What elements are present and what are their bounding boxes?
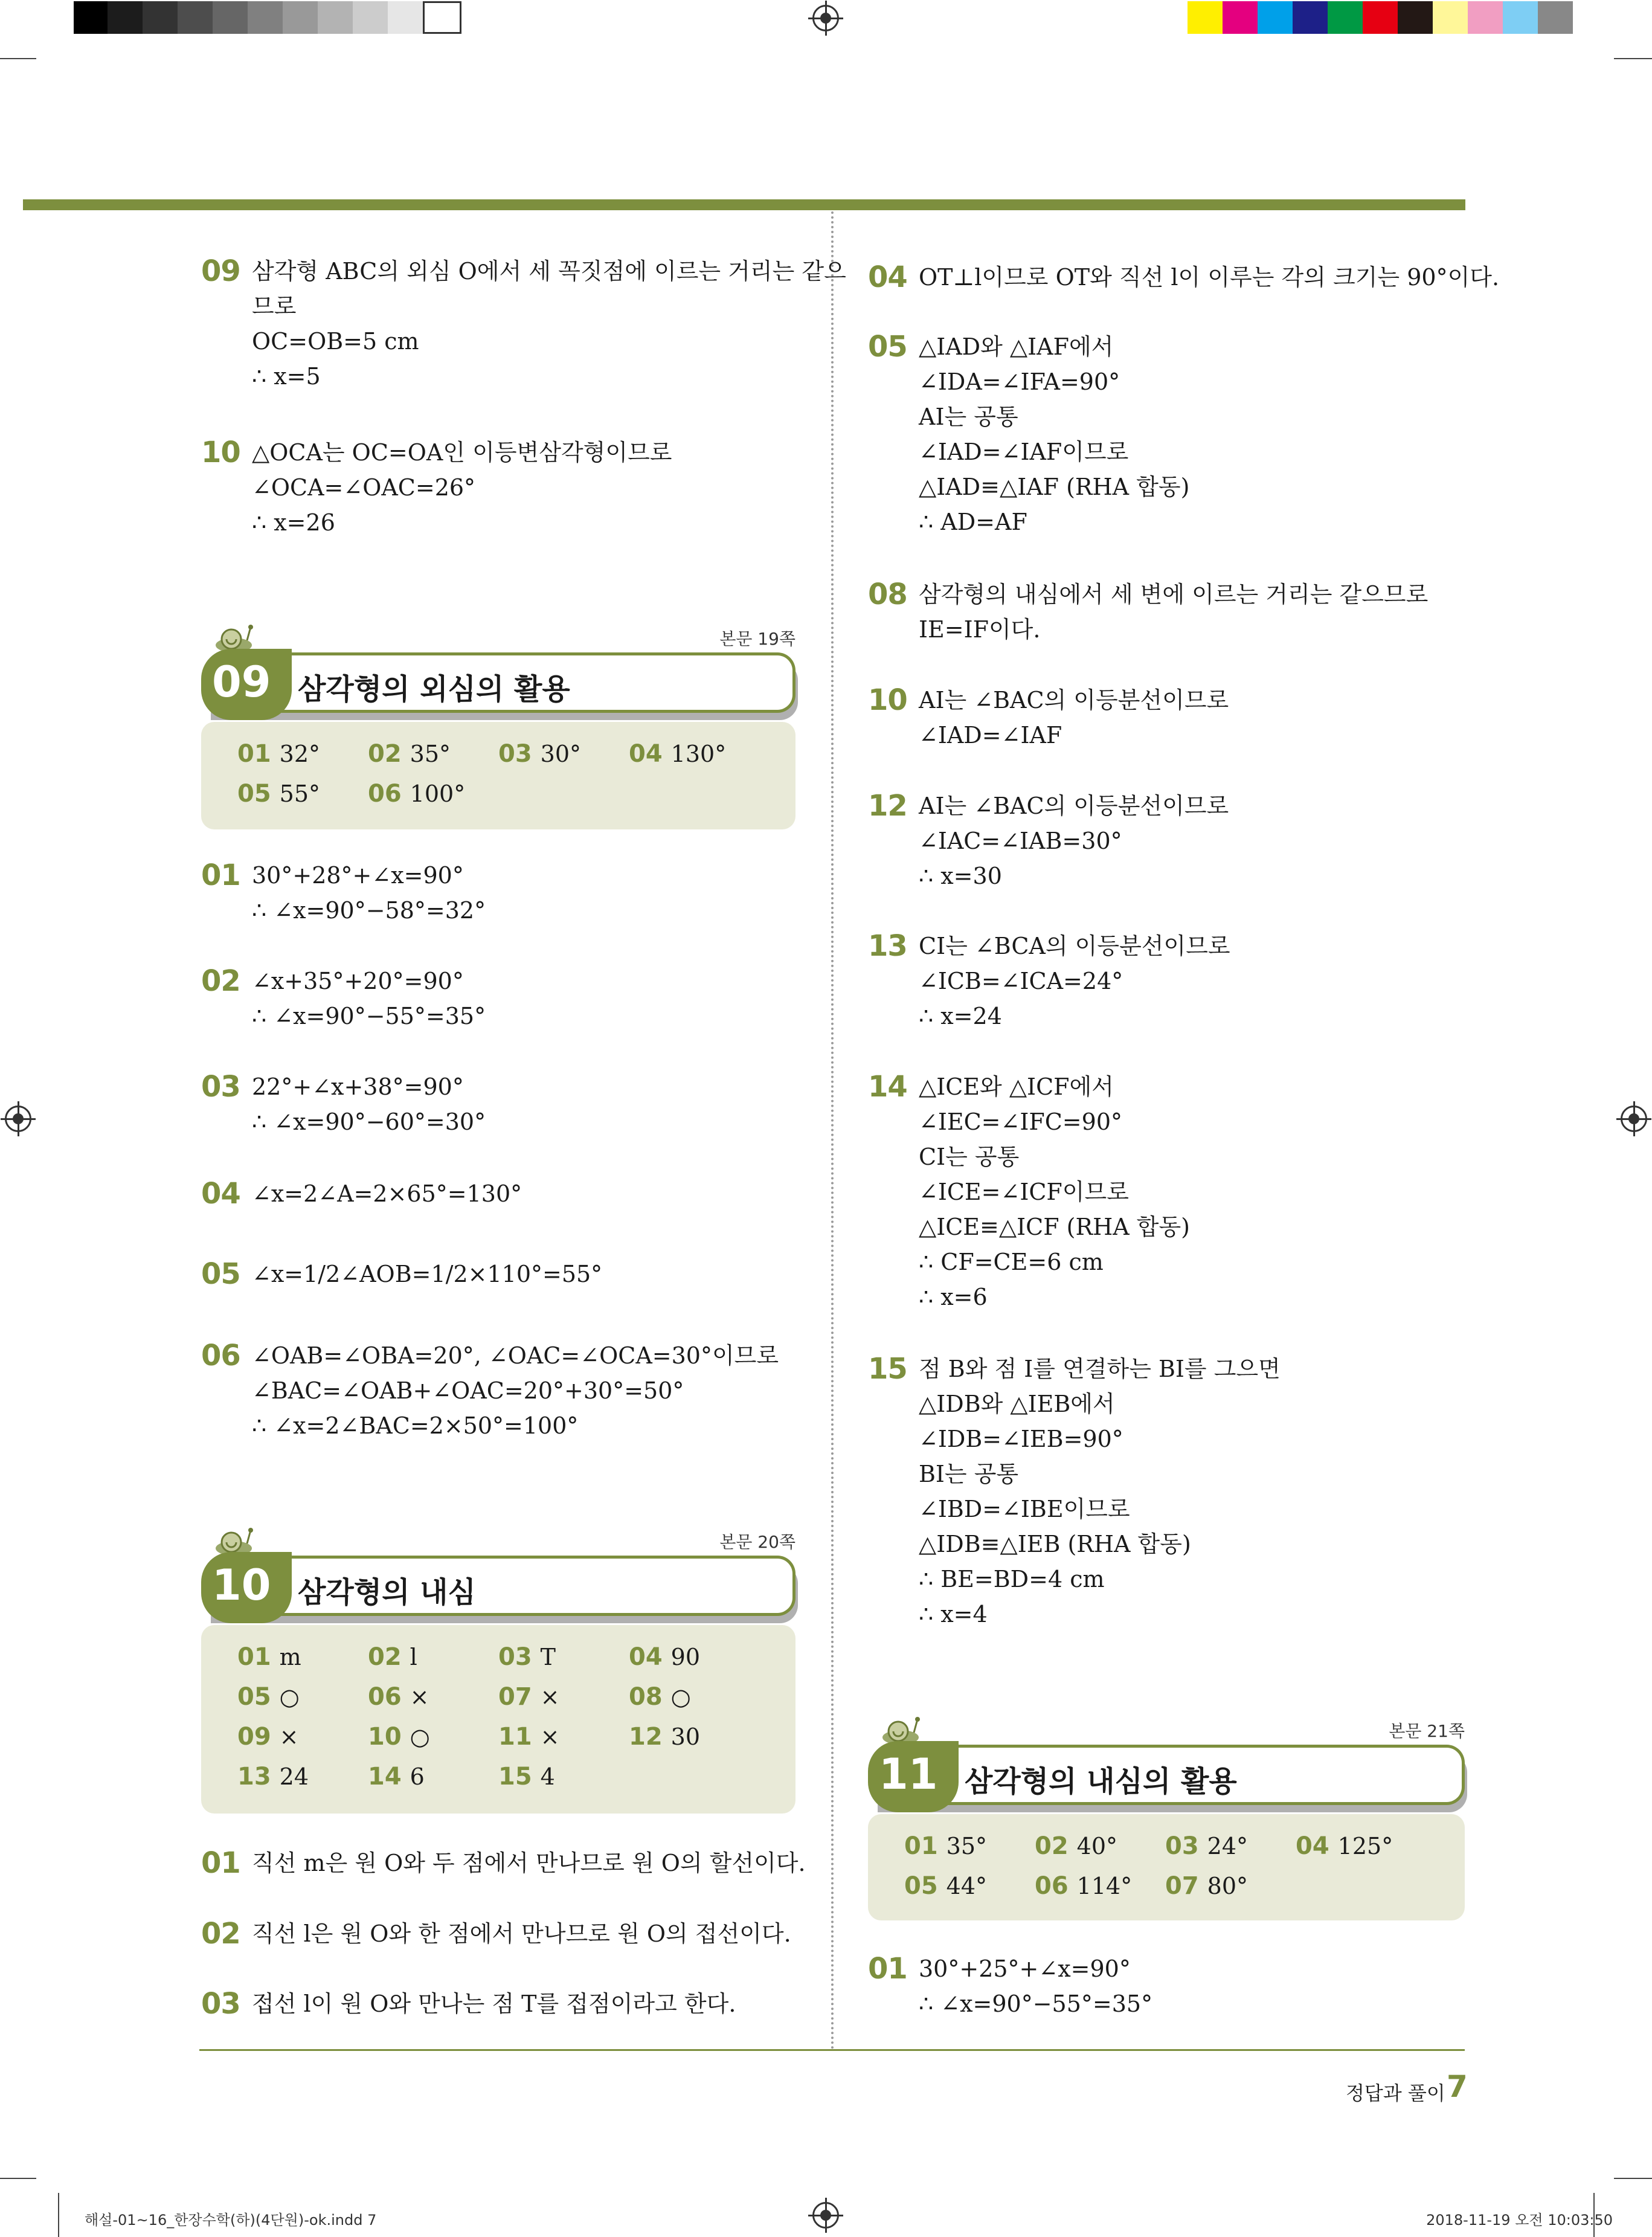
solution-line: ∴ CF=CE=6 cm: [919, 1249, 1104, 1275]
answer-value: 35°: [946, 1833, 988, 1859]
header-rule: [23, 199, 1465, 210]
page-reference: 본문 21쪽: [1389, 1721, 1465, 1741]
answer-number: 01: [237, 1643, 271, 1671]
registration-mark-left: [5, 1106, 31, 1132]
solution-line: △ICE≡△ICF (RHA 합동): [919, 1214, 1190, 1240]
crop-mark: [1614, 2178, 1652, 2179]
solution-line: △IAD≡△IAF (RHA 합동): [919, 474, 1190, 500]
solution-line: ∠IDB=∠IEB=90°: [919, 1426, 1123, 1452]
answer-item: [629, 1683, 691, 1711]
answer-item: [368, 1723, 430, 1751]
solution-line: △IDB≡△IEB (RHA 합동): [919, 1531, 1191, 1557]
solution-line: ∴ x=24: [919, 1003, 1002, 1029]
section-header-11: [868, 1720, 1465, 1811]
solution-line: IE=IF이다.: [919, 616, 1041, 643]
answer-value: 30°: [540, 741, 582, 767]
solution-line: ∠IAD=∠IAF이므로: [919, 439, 1129, 465]
solution-line: ∠ICE=∠ICF이므로: [919, 1179, 1129, 1205]
answer-value: T: [540, 1644, 556, 1670]
solution-line: 직선 l은 원 O와 한 점에서 만나므로 원 O의 접선이다.: [252, 1920, 791, 1947]
solution-line: ∠IAC=∠IAB=30°: [919, 828, 1122, 854]
answer-item: [498, 1643, 556, 1671]
registration-mark-right: [1621, 1106, 1647, 1132]
answer-value: 35°: [410, 741, 451, 767]
solution-line: ∠x=2∠A=2×65°=130°: [252, 1180, 522, 1207]
answer-value: ○: [279, 1684, 300, 1710]
solution-line: ∠OAB=∠OBA=20°, ∠OAC=∠OCA=30°이므로: [252, 1342, 779, 1369]
answer-number: 04: [629, 1643, 663, 1671]
problem-number: 04: [868, 260, 907, 294]
solution-line: 접선 l이 원 O와 만나는 점 T를 접점이라고 한다.: [252, 1991, 736, 2017]
file-name: 해설-01~16_한장수학(하)(4단원)-ok.indd 7: [85, 2212, 377, 2229]
solution-line: 므로: [252, 293, 297, 320]
answer-number: 05: [237, 1683, 271, 1711]
answer-item: [904, 1872, 987, 1900]
answer-item: [1296, 1832, 1393, 1860]
section-title: 삼각형의 내심의 활용: [965, 1765, 1237, 1798]
solution-line: △OCA는 OC=OA인 이등변삼각형이므로: [252, 439, 672, 466]
answer-item: [237, 740, 320, 768]
solution-line: ∠IBD=∠IBE이므로: [919, 1496, 1130, 1522]
answer-item: [368, 1683, 429, 1711]
solution-line: ∠IDA=∠IFA=90°: [919, 369, 1120, 395]
solution-line: ∴ x=5: [252, 363, 321, 390]
solution-line: AI는 ∠BAC의 이등분선이므로: [919, 687, 1229, 713]
answer-number: 03: [1165, 1832, 1199, 1860]
answer-box-11: [868, 1814, 1465, 1920]
solution-line: ∴ BE=BD=4 cm: [919, 1566, 1105, 1592]
answer-number: 06: [368, 780, 402, 808]
section-number: 11: [879, 1749, 938, 1799]
solution-line: CI는 공통: [919, 1144, 1020, 1170]
solution-line: 삼각형의 내심에서 세 변에 이르는 거리는 같으므로: [919, 581, 1429, 608]
solution-line: ∠x+35°+20°=90°: [252, 968, 464, 994]
problem-number: 04: [201, 1177, 240, 1211]
answer-value: 125°: [1337, 1833, 1393, 1859]
answer-number: 09: [237, 1723, 271, 1751]
answer-number: 05: [904, 1872, 938, 1900]
answer-item: [498, 1763, 555, 1791]
answer-item: [368, 780, 465, 808]
solution-line: CI는 ∠BCA의 이등분선이므로: [919, 933, 1230, 959]
answer-value: ×: [540, 1684, 560, 1710]
footer-rule: [199, 2049, 1465, 2051]
crop-mark: [0, 2178, 36, 2179]
answer-value: l: [410, 1644, 417, 1670]
answer-value: ○: [670, 1684, 691, 1710]
answer-number: 14: [368, 1763, 402, 1791]
answer-number: 02: [1035, 1832, 1069, 1860]
answer-number: 07: [498, 1683, 532, 1711]
answer-item: [904, 1832, 987, 1860]
problem-number: 06: [201, 1339, 240, 1373]
solution-line: AI는 ∠BAC의 이등분선이므로: [919, 793, 1229, 819]
answer-number: 10: [368, 1723, 402, 1751]
answer-number: 04: [629, 740, 663, 768]
problem-number: 10: [868, 683, 907, 717]
answer-value: ×: [410, 1684, 429, 1710]
solution-line: OC=OB=5 cm: [252, 328, 419, 355]
answer-item: [368, 1763, 425, 1791]
solution-line: 점 B와 점 I를 연결하는 BI를 그으면: [919, 1356, 1281, 1382]
problem-number: 01: [868, 1952, 907, 1986]
section-title: 삼각형의 내심: [298, 1576, 476, 1609]
solution-line: OT⊥l이므로 OT와 직선 l이 이루는 각의 크기는 90°이다.: [919, 264, 1500, 291]
answer-number: 01: [237, 740, 271, 768]
problem-number: 02: [201, 964, 240, 998]
answer-item: [237, 1763, 309, 1791]
page-label: 정답과 풀이: [1346, 2082, 1445, 2105]
solution-line: BI는 공통: [919, 1461, 1019, 1487]
answer-number: 01: [904, 1832, 938, 1860]
problem-number: 01: [201, 858, 240, 892]
answer-value: 6: [410, 1763, 425, 1790]
answer-value: 32°: [279, 741, 321, 767]
answer-value: 80°: [1207, 1873, 1249, 1899]
solution-line: ∴ ∠x=2∠BAC=2×50°=100°: [252, 1412, 579, 1439]
solution-line: ∴ ∠x=90°−55°=35°: [252, 1003, 486, 1029]
answer-item: [237, 1683, 300, 1711]
solution-line: ∴ x=26: [252, 509, 335, 536]
answer-number: 11: [498, 1723, 532, 1751]
solution-line: 30°+25°+∠x=90°: [919, 1955, 1131, 1982]
crop-mark: [58, 2193, 59, 2237]
answer-box-09: [201, 722, 795, 829]
solution-line: ∠BAC=∠OAB+∠OAC=20°+30°=50°: [252, 1377, 684, 1404]
answer-item: [498, 740, 581, 768]
answer-value: 4: [540, 1763, 555, 1790]
problem-number: 15: [868, 1352, 907, 1386]
print-datetime: 2018-11-19 오전 10:03:50: [1426, 2212, 1613, 2229]
answer-value: 55°: [279, 781, 321, 807]
answer-value: ○: [410, 1724, 430, 1750]
solution-line: ∴ x=6: [919, 1284, 988, 1310]
solution-line: 직선 m은 원 O와 두 점에서 만나므로 원 O의 할선이다.: [252, 1850, 806, 1876]
answer-item: [1035, 1832, 1117, 1860]
answer-value: 100°: [410, 781, 466, 807]
answer-number: 02: [368, 1643, 402, 1671]
answer-number: 03: [498, 740, 532, 768]
problem-number: 05: [201, 1257, 240, 1291]
problem-number: 01: [201, 1846, 240, 1880]
answer-item: [629, 1723, 700, 1751]
answer-value: 90: [670, 1644, 701, 1670]
solution-line: ∴ x=4: [919, 1601, 988, 1627]
problem-number: 14: [868, 1070, 907, 1104]
solution-line: △IAD와 △IAF에서: [919, 333, 1114, 360]
answer-item: [237, 780, 320, 808]
answer-number: 03: [498, 1643, 532, 1671]
solution-line: ∴ ∠x=90°−60°=30°: [252, 1109, 486, 1135]
answer-value: 30: [670, 1724, 701, 1750]
answer-item: [368, 740, 451, 768]
answer-number: 08: [629, 1683, 663, 1711]
solution-line: ∴ ∠x=90°−55°=35°: [919, 1991, 1153, 2017]
answer-item: [498, 1683, 560, 1711]
answer-value: ×: [540, 1724, 560, 1750]
answer-item: [237, 1723, 299, 1751]
solution-line: ∴ ∠x=90°−58°=32°: [252, 897, 486, 924]
section-header-09: [201, 628, 795, 719]
answer-number: 02: [368, 740, 402, 768]
problem-number: 10: [201, 436, 240, 469]
solution-line: 22°+∠x+38°=90°: [252, 1073, 464, 1100]
solution-line: ∴ AD=AF: [919, 509, 1027, 535]
problem-number: 03: [201, 1987, 240, 2021]
solution-line: ∠OCA=∠OAC=26°: [252, 474, 476, 501]
page-reference: 본문 19쪽: [719, 629, 795, 649]
solution-line: 30°+28°+∠x=90°: [252, 862, 464, 889]
answer-value: ×: [279, 1724, 299, 1750]
answer-item: [368, 1643, 417, 1671]
problem-number: 03: [201, 1070, 240, 1104]
answer-value: 40°: [1076, 1833, 1118, 1859]
solution-line: ∠x=1/2∠AOB=1/2×110°=55°: [252, 1261, 603, 1287]
answer-item: [1165, 1872, 1248, 1900]
problem-number: 09: [201, 254, 240, 288]
solution-line: △ICE와 △ICF에서: [919, 1073, 1114, 1100]
answer-item: [629, 740, 726, 768]
answer-number: 06: [1035, 1872, 1069, 1900]
solution-line: △IDB와 △IEB에서: [919, 1391, 1115, 1417]
answer-number: 15: [498, 1763, 532, 1791]
answer-number: 13: [237, 1763, 271, 1791]
problem-number: 13: [868, 929, 907, 963]
answer-item: [1035, 1872, 1132, 1900]
section-number: 09: [212, 657, 271, 707]
solution-line: 삼각형 ABC의 외심 O에서 세 꼭짓점에 이르는 거리는 같으: [252, 258, 846, 285]
solution-line: AI는 공통: [919, 404, 1018, 430]
page-reference: 본문 20쪽: [719, 1532, 795, 1552]
registration-mark-top: [812, 5, 839, 31]
answer-number: 07: [1165, 1872, 1199, 1900]
answer-value: 44°: [946, 1873, 988, 1899]
problem-number: 02: [201, 1917, 240, 1951]
problem-number: 08: [868, 578, 907, 611]
answer-number: 04: [1296, 1832, 1329, 1860]
answer-value: 130°: [670, 741, 727, 767]
column-divider: [831, 211, 834, 2051]
answer-number: 12: [629, 1723, 663, 1751]
section-number: 10: [212, 1560, 271, 1610]
answer-value: 24°: [1207, 1833, 1249, 1859]
answer-item: [629, 1643, 700, 1671]
answer-value: 24: [279, 1763, 309, 1790]
answer-value: 114°: [1076, 1873, 1133, 1899]
solution-line: ∠IEC=∠IFC=90°: [919, 1109, 1122, 1135]
section-title: 삼각형의 외심의 활용: [298, 672, 570, 706]
problem-number: 12: [868, 789, 907, 823]
crop-mark: [0, 58, 36, 59]
answer-item: [1165, 1832, 1248, 1860]
crop-mark: [1614, 58, 1652, 59]
solution-line: ∠ICB=∠ICA=24°: [919, 968, 1123, 994]
registration-mark-bottom: [812, 2202, 839, 2229]
answer-item: [237, 1643, 301, 1671]
problem-number: 05: [868, 330, 907, 364]
answer-item: [498, 1723, 560, 1751]
answer-number: 05: [237, 780, 271, 808]
solution-line: ∠IAD=∠IAF: [919, 722, 1062, 748]
solution-line: ∴ x=30: [919, 863, 1002, 889]
answer-number: 06: [368, 1683, 402, 1711]
page-number: 7: [1447, 2069, 1468, 2104]
answer-value: m: [279, 1644, 301, 1670]
section-header-10: [201, 1531, 795, 1622]
answer-box-10: [201, 1625, 795, 1814]
